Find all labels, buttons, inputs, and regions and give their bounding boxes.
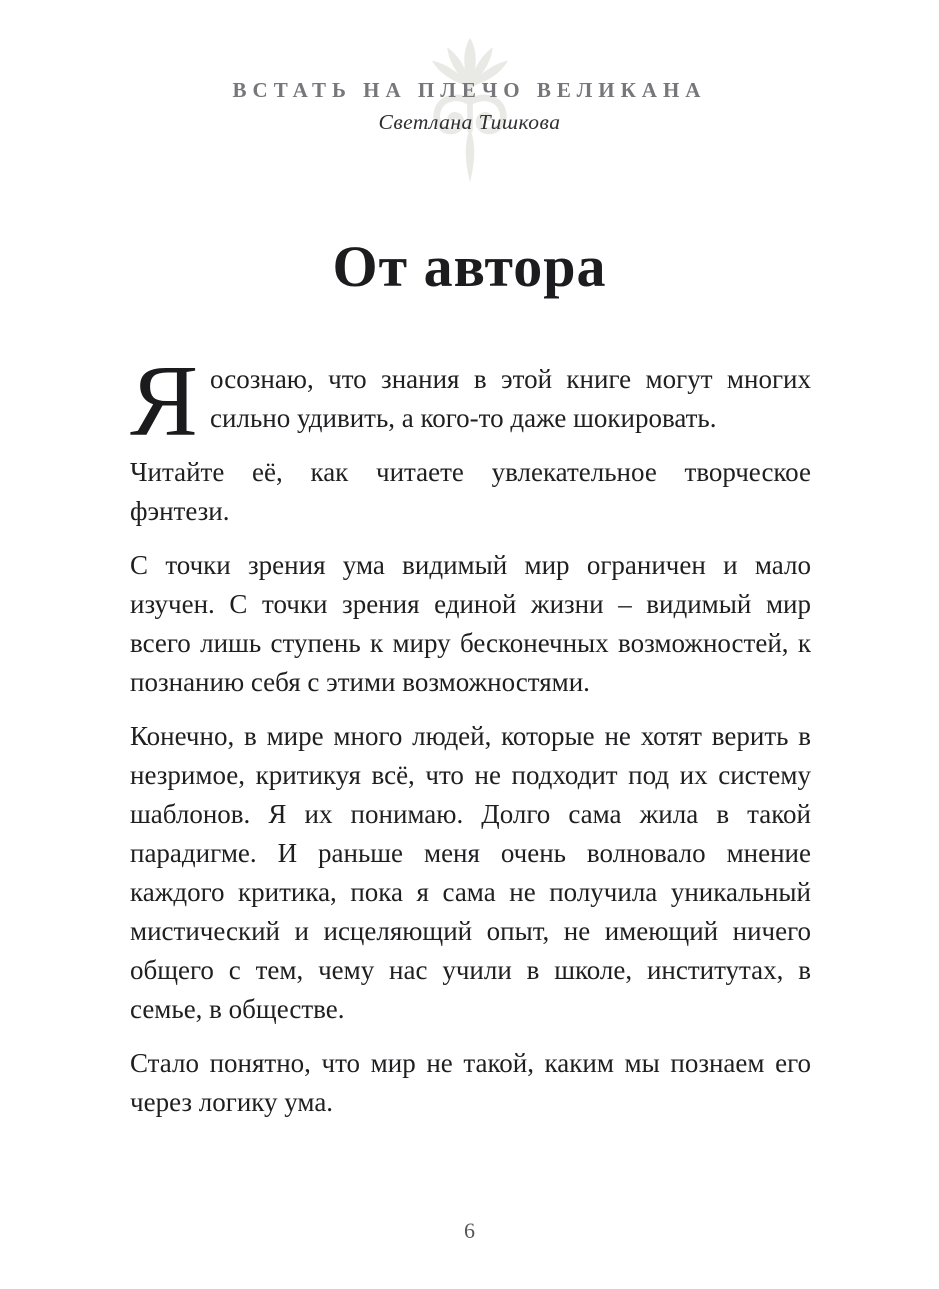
paragraph: Стало понятно, что мир не такой, каким мы познаем его через логику ума. <box>130 1048 811 1117</box>
paragraph: Конечно, в мире много людей, которые не хотят верить в незримое, критикуя всё, что не подходит под их систему шаблонов. Я их понимаю. Долго сама жила в такой парадигме. И раньше меня очень волновало мнение каждого критика, пока я сама не получила уникальный мистический и исцеляющий опыт, не имеющий ничего общего с тем, чему нас учили в школе, институтах, в семье, в обществе. <box>130 721 811 1024</box>
lead-paragraph <box>130 345 811 458</box>
paragraph: Читайте её, как читаете увлекательное творческое фэнтези. <box>130 457 811 526</box>
running-title: ВСТАТЬ НА ПЛЕЧО ВЕЛИКАНА <box>232 78 707 102</box>
paragraph: С точки зрения ума видимый мир ограничен и мало изучен. С точки зрения единой жизни – видимый мир всего лишь ступень к миру бесконечных возможностей, к познанию себя с этими возможностями. <box>130 550 811 697</box>
body-text <box>130 345 811 1137</box>
author-byline: Светлана Тишкова <box>378 110 561 134</box>
lead-paragraph-text: осознаю, что знания в этой книге могут многих сильно удивить, а кого-то даже шокировать. <box>210 364 811 433</box>
drop-cap: Я <box>130 345 199 458</box>
page-number: 6 <box>464 1218 475 1243</box>
chapter-title: От автора <box>332 233 607 299</box>
